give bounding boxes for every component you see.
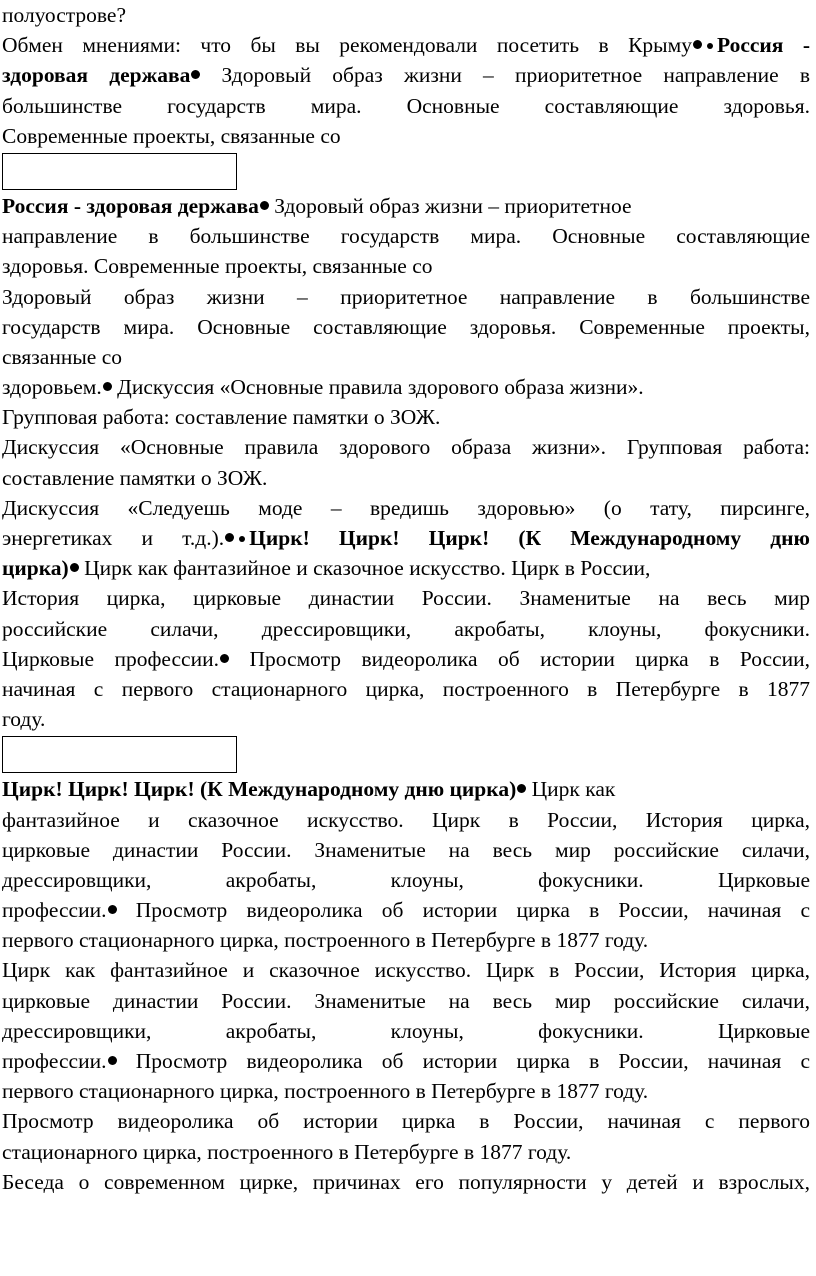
text-line: Здоровый образ жизни – приоритетное направление в большинстве [2, 284, 810, 309]
text-line: дрессировщики, акробаты, клоуны, фокусники. Цирковые [2, 867, 810, 892]
bullet-dot-icon [239, 536, 245, 542]
bullet-dot-icon [517, 784, 526, 793]
bullet-dot-icon [707, 43, 713, 49]
bullet-dot-icon [260, 201, 269, 210]
text-line: первого стационарного цирка, построенного в Петербурге в 1877 году. [2, 928, 649, 953]
text-line: цирковые династии России. Знаменитые на весь мир российские силачи, [2, 988, 810, 1013]
text-line: Дискуссия «Следуешь моде – вредишь здоровью» (о тату, пирсинге, [2, 495, 810, 520]
text-line: здоровая держава Здоровый образ жизни – приоритетное направление в [2, 63, 810, 88]
text-line: полуострове? [2, 3, 127, 27]
text-line: Цирк! Цирк! Цирк! (К Международному дню цирка) Цирк как [2, 777, 616, 802]
text-line: первого стационарного цирка, построенного в Петербурге в 1877 году. [2, 1079, 649, 1104]
text-line: Беседа о современном цирке, причинах его популярности у детей и взрослых, [2, 1169, 810, 1194]
text-line: связанные со [2, 344, 123, 369]
bullet-dot-icon [108, 905, 117, 914]
text-line: профессии. Просмотр видеоролика об истории цирка в России, начиная с [2, 898, 810, 923]
text-line: дрессировщики, акробаты, клоуны, фокусники. Цирковые [2, 1018, 810, 1043]
text-line: направление в большинстве государств мира. Основные составляющие [2, 224, 810, 249]
bullet-dot-icon [70, 563, 79, 572]
empty-frame [2, 153, 237, 190]
bullet-dot-icon [693, 40, 702, 49]
text-line: Цирковые профессии. Просмотр видеоролика об истории цирка в России, [2, 646, 810, 671]
text-line: году. [2, 707, 46, 732]
empty-frame [2, 736, 237, 773]
bullet-dot-icon [220, 654, 229, 663]
text-line: Цирк как фантазийное и сказочное искусство. Цирк в России, История цирка, [2, 958, 810, 983]
text-line: российские силачи, дрессировщики, акробаты, клоуны, фокусники. [2, 616, 810, 641]
text-line: государств мира. Основные составляющие здоровья. Современные проекты, [2, 314, 810, 339]
text-line: здоровьем. Дискуссия «Основные правила здорового образа жизни». [2, 375, 644, 400]
text-line: стационарного цирка, построенного в Петербурге в 1877 году. [2, 1139, 572, 1164]
text-line: цирковые династии России. Знаменитые на весь мир российские силачи, [2, 837, 810, 862]
text-line: профессии. Просмотр видеоролика об истории цирка в России, начиная с [2, 1049, 810, 1073]
text-line: энергетиках и т.д.). Цирк! Цирк! Цирк! (К Международному дню [2, 526, 810, 550]
bullet-dot-icon [225, 533, 234, 542]
bullet-dot-icon [191, 70, 200, 79]
text-line: фантазийное и сказочное искусство. Цирк в России, История цирка, [2, 807, 810, 832]
text-line: Современные проекты, связанные со [2, 123, 341, 148]
text-line: большинстве государств мира. Основные составляющие здоровья. [2, 93, 810, 118]
text-line: Просмотр видеоролика об истории цирка в России, начиная с первого [2, 1109, 810, 1134]
text-line: здоровья. Современные проекты, связанные со [2, 254, 433, 279]
text-line: составление памятки о ЗОЖ. [2, 465, 268, 490]
document-page [2, 0, 810, 1197]
text-line: начиная с первого стационарного цирка, построенного в Петербурге в 1877 [2, 676, 810, 701]
text-line: цирка) Цирк как фантазийное и сказочное искусство. Цирк в России, [2, 556, 651, 581]
text-line: Дискуссия «Основные правила здорового образа жизни». Групповая работа: [2, 435, 810, 460]
bullet-dot-icon [108, 1056, 117, 1065]
bullet-dot-icon [103, 382, 112, 391]
text-line: Россия - здоровая держава Здоровый образ жизни – приоритетное [2, 193, 632, 218]
text-line: Групповая работа: составление памятки о ЗОЖ. [2, 405, 441, 430]
text-line: История цирка, цирковые династии России. Знаменитые на весь мир [2, 586, 810, 611]
text-line: Обмен мнениями: что бы вы рекомендовали посетить в Крыму Россия - [2, 33, 810, 58]
